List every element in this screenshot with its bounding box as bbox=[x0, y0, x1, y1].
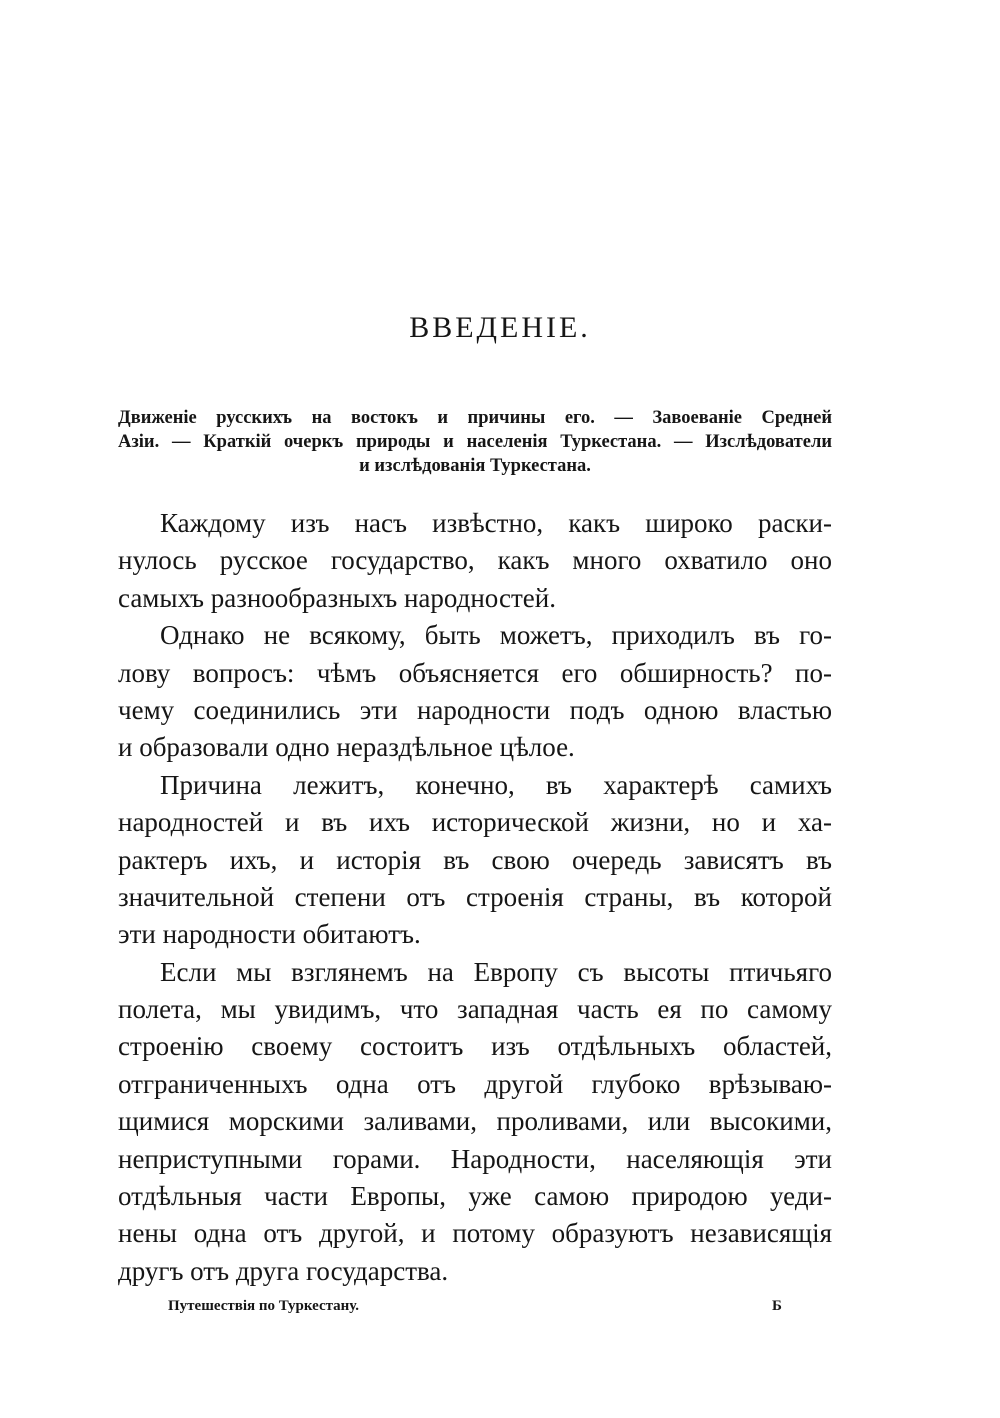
chapter-heading: ВВЕДЕНІЕ. bbox=[409, 311, 591, 344]
footer-book-title: Путешествія по Туркестану. bbox=[168, 1298, 360, 1314]
body-line: народностей и въ ихъ исторической жизни, но и ха- bbox=[118, 807, 832, 838]
summary-line: Движеніе русскихъ на востокъ и причины его. — Завоеваніе Средней bbox=[118, 408, 832, 428]
body-line: и образовали одно нераздѣльное цѣлое. bbox=[118, 732, 575, 763]
body-line: отграниченныхъ одна отъ другой глубоко врѣзываю- bbox=[118, 1068, 832, 1099]
chapter-body bbox=[118, 505, 832, 1290]
body-line: Если мы взглянемъ на Европу съ высоты птичьяго bbox=[160, 956, 832, 987]
chapter-summary bbox=[118, 406, 832, 478]
body-line: строенію своему состоитъ изъ отдѣльныхъ областей, bbox=[118, 1031, 832, 1062]
body-line: эти народности обитаютъ. bbox=[118, 919, 421, 950]
body-line: чему соединились эти народности подъ одною властью bbox=[118, 694, 832, 725]
body-line: нены одна отъ другой, и потому образуютъ независящія bbox=[118, 1218, 832, 1249]
body-line: отдѣльныя части Европы, уже самою природою уеди- bbox=[118, 1181, 832, 1212]
body-line: нулось русское государство, какъ много охватило оно bbox=[118, 545, 832, 576]
body-line: другъ отъ друга государства. bbox=[118, 1255, 449, 1286]
summary-line: Азіи. — Краткій очеркъ природы и населенія Туркестана. — Изслѣдователи bbox=[118, 432, 832, 452]
body-line: щимися морскими заливами, проливами, или высокими, bbox=[118, 1106, 832, 1137]
body-line: неприступными горами. Народности, населяющія эти bbox=[118, 1143, 832, 1174]
body-line: лову вопросъ: чѣмъ объясняется его обширность? по- bbox=[118, 657, 832, 688]
body-line: Каждому изъ насъ извѣстно, какъ широко раски- bbox=[160, 508, 832, 538]
body-line: Однако не всякому, быть можетъ, приходилъ въ го- bbox=[160, 620, 832, 651]
summary-line: и изслѣдованія Туркестана. bbox=[359, 456, 591, 476]
body-line: рактеръ ихъ, и исторія въ свою очередь зависятъ въ bbox=[118, 844, 832, 875]
body-line: самыхъ разнообразныхъ народностей. bbox=[118, 582, 556, 613]
body-line: значительной степени отъ строенія страны, въ которой bbox=[118, 881, 832, 912]
body-line: Причина лежитъ, конечно, въ характерѣ самихъ bbox=[160, 769, 832, 800]
body-line: полета, мы увидимъ, что западная часть ея по самому bbox=[118, 994, 832, 1025]
signature-mark: Б bbox=[772, 1298, 782, 1314]
